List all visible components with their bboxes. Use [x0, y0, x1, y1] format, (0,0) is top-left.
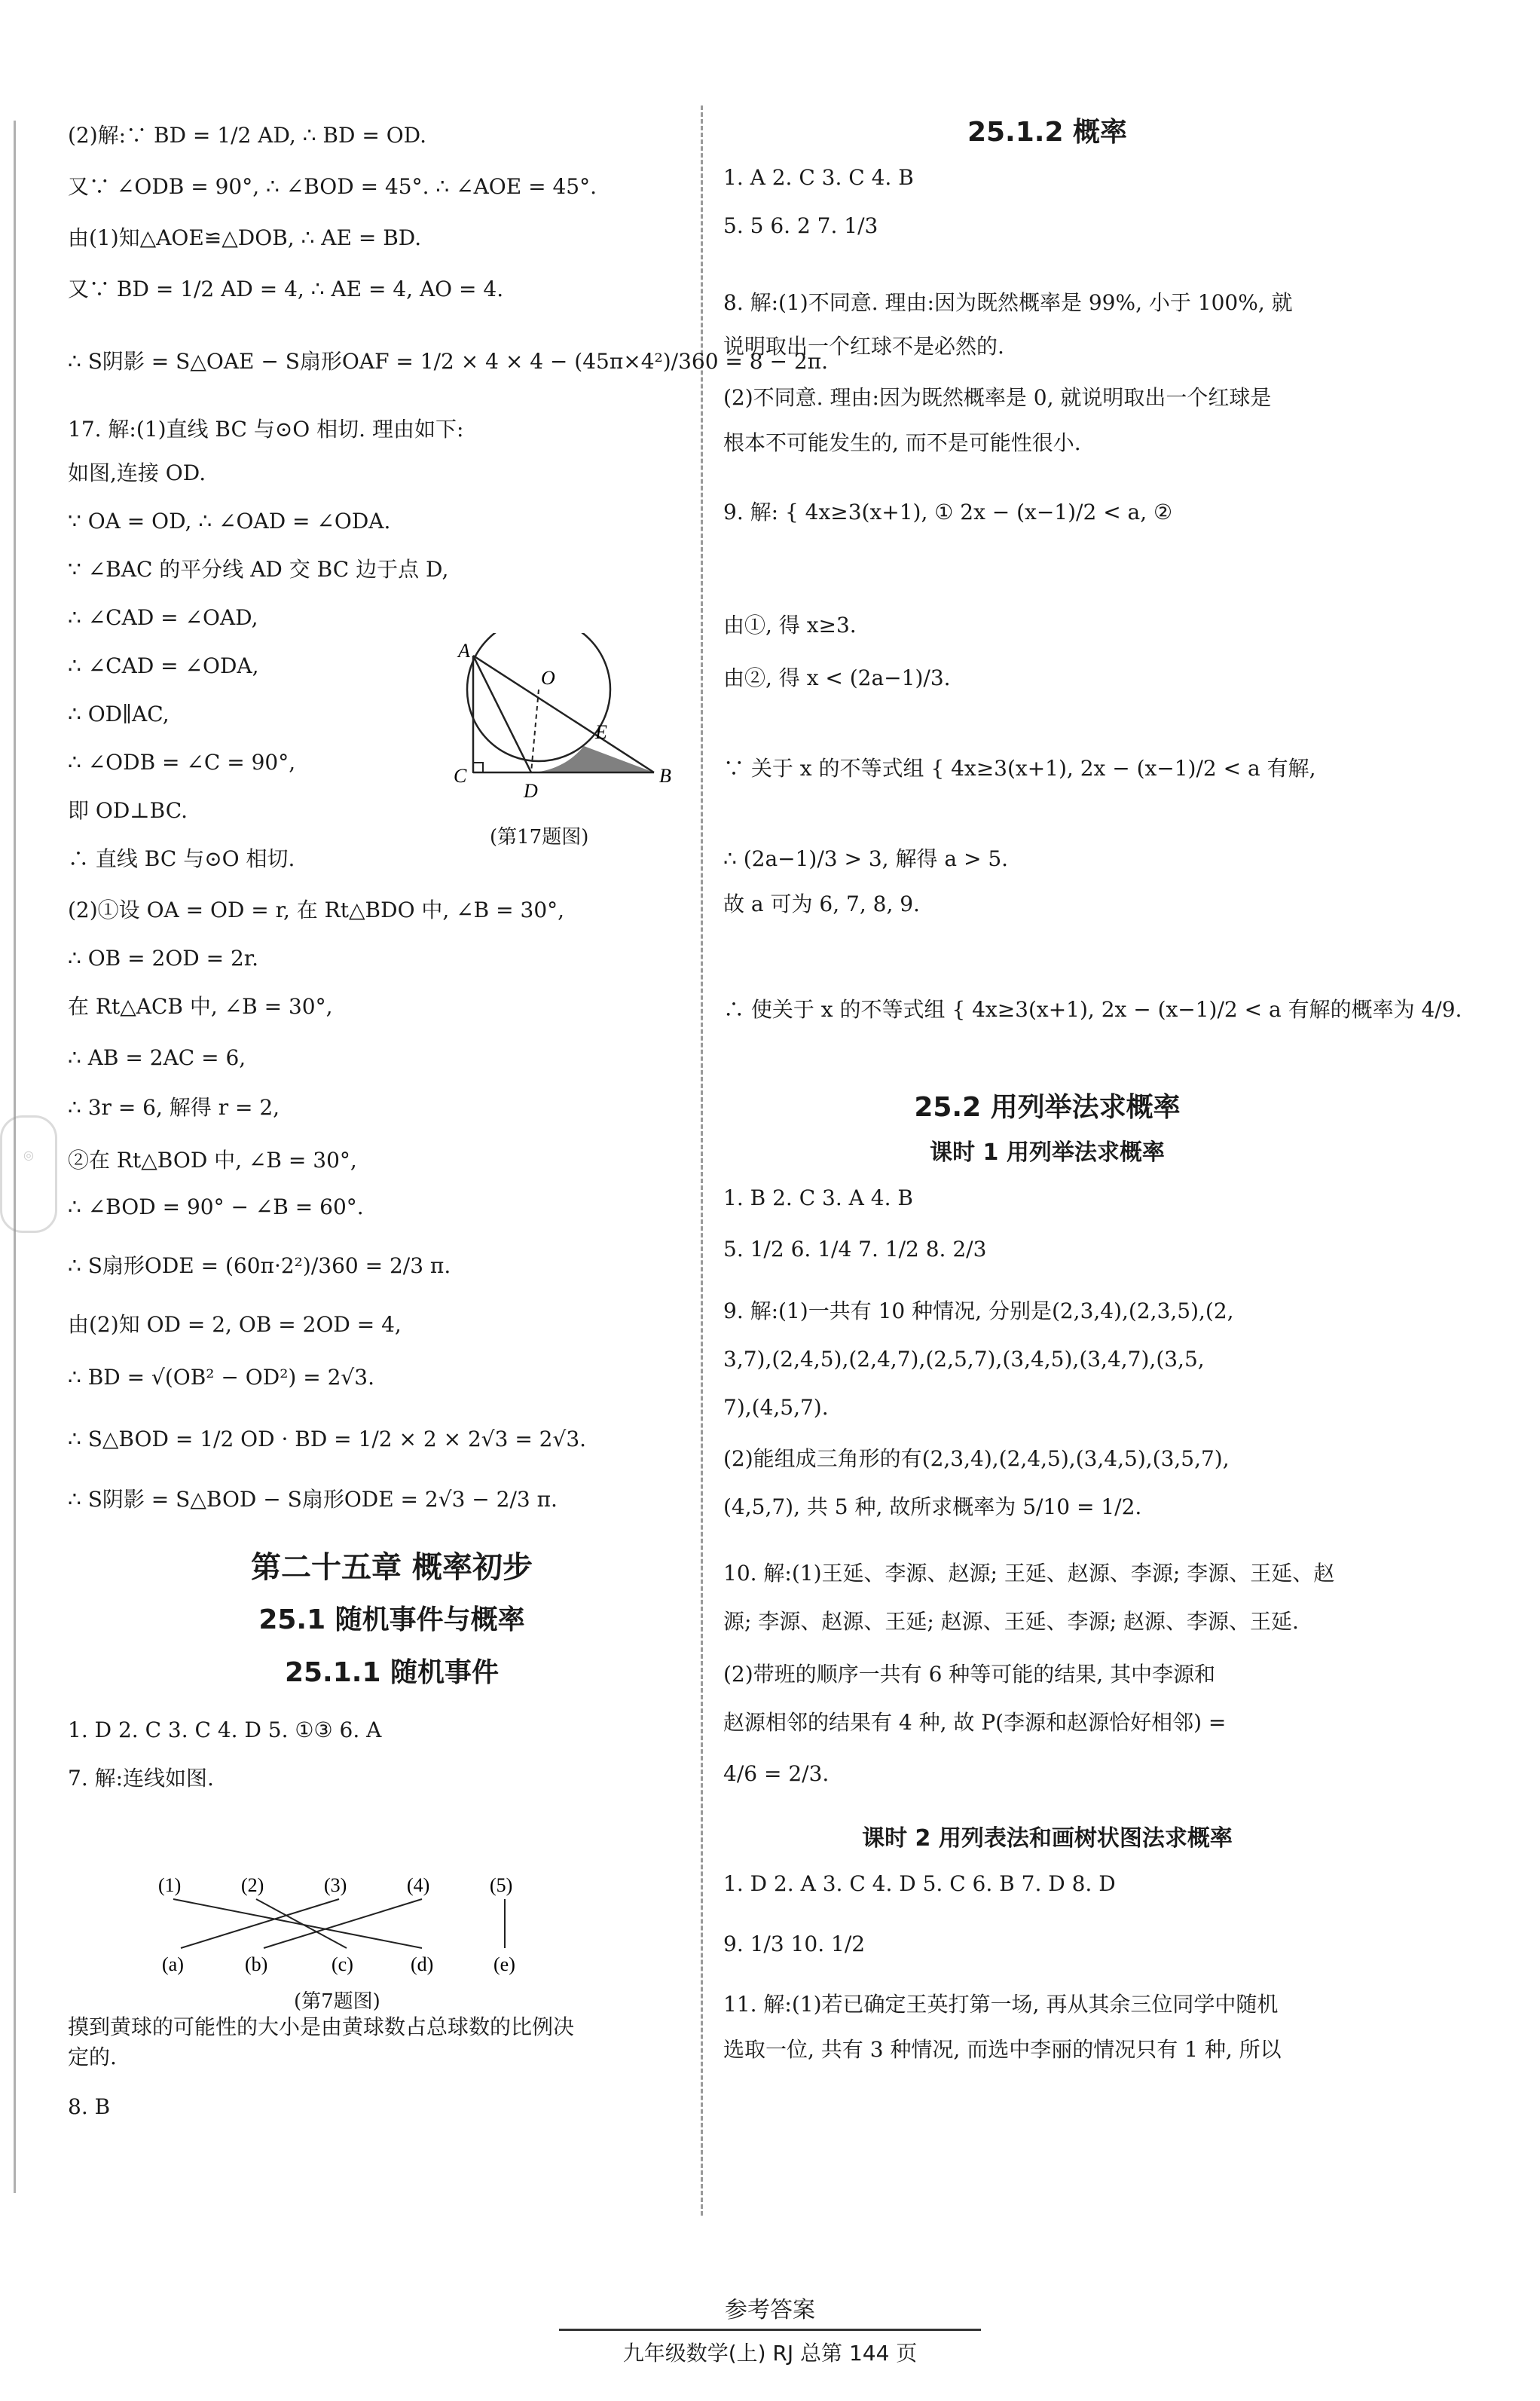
left-line-27: 第二十五章 概率初步	[251, 1550, 533, 1585]
left-line-0: (2)解:∵ BD = 1/2 AD, ∴ BD = OD.	[68, 123, 427, 148]
right-line-16: 1. B 2. C 3. A 4. B	[723, 1185, 913, 1210]
right-line-30: 9. 1/3 10. 1/2	[723, 1932, 866, 1956]
right-line-24: 源; 李源、赵源、王延; 赵源、王延、李源; 赵源、李源、王延.	[723, 1609, 1299, 1634]
left-line-11: ∴ OD∥AC,	[68, 702, 170, 726]
left-line-19: ∴ 3r = 6, 解得 r = 2,	[68, 1095, 280, 1120]
right-line-17: 5. 1/2 6. 1/4 7. 1/2 8. 2/3	[723, 1237, 987, 1262]
left-line-4: ∴ S阴影 = S△OAE − S扇形OAF = 1/2 × 4 × 4 − (45π×4²)/360 = 8 − 2π.	[68, 349, 828, 374]
label-B: B	[659, 765, 671, 787]
right-line-23: 10. 解:(1)王延、李源、赵源; 王延、赵源、李源; 李源、王延、赵	[723, 1561, 1335, 1586]
fig7-bottom-a: (a)	[162, 1953, 184, 1975]
left-line-13: 即 OD⊥BC.	[68, 798, 188, 823]
figure-7-diagram	[151, 1873, 573, 1978]
right-line-0: 25.1.2 概率	[967, 117, 1128, 148]
page-footer	[0, 2291, 1540, 2367]
right-line-18: 9. 解:(1)一共有 10 种情况, 分别是(2,3,4),(2,3,5),(2,	[723, 1298, 1234, 1323]
left-line-18: ∴ AB = 2AC = 6,	[68, 1045, 246, 1070]
watermark-stamp: ◎	[0, 1115, 57, 1233]
label-D: D	[524, 780, 538, 802]
left-line-6: 如图,连接 OD.	[68, 460, 206, 485]
left-line-22: ∴ S扇形ODE = (60π·2²)/360 = 2/3 π.	[68, 1253, 451, 1278]
right-line-11: ∴ (2a−1)/3 > 3, 解得 a > 5.	[723, 846, 1009, 871]
fig7-top-2: (2)	[241, 1874, 264, 1896]
left-line-14: ∴ 直线 BC 与⊙O 相切.	[68, 846, 295, 871]
left-line-15: (2)①设 OA = OD = r, 在 Rt△BDO 中, ∠B = 30°,	[68, 898, 565, 922]
footer-page-info: 九年级数学(上) RJ 总第 144 页	[622, 2341, 918, 2366]
right-line-12: 故 a 可为 6, 7, 8, 9.	[723, 892, 920, 916]
label-C: C	[454, 765, 467, 787]
right-line-8: 由①, 得 x≥3.	[723, 613, 857, 638]
fig7-top-4: (4)	[407, 1874, 430, 1896]
right-line-20: 7),(4,5,7).	[723, 1395, 829, 1420]
fig7-bottom-c: (c)	[332, 1953, 353, 1975]
label-A: A	[458, 640, 470, 662]
right-line-2: 5. 5 6. 2 7. 1/3	[723, 213, 878, 238]
right-line-6: 根本不可能发生的, 而不是可能性很小.	[723, 430, 1081, 455]
label-E: E	[595, 721, 607, 743]
left-line-12: ∴ ∠ODB = ∠C = 90°,	[68, 750, 296, 775]
right-line-10: ∵ 关于 x 的不等式组 { 4x≥3(x+1), 2x − (x−1)/2 < a 有解,	[723, 756, 1316, 781]
left-line-7: ∵ OA = OD, ∴ ∠OAD = ∠ODA.	[68, 509, 391, 534]
left-line-5: 17. 解:(1)直线 BC 与⊙O 相切. 理由如下:	[68, 417, 464, 442]
figure-17-caption: (第17题图)	[490, 826, 589, 849]
left-line-28: 25.1 随机事件与概率	[258, 1604, 525, 1635]
left-line-25: ∴ S△BOD = 1/2 OD · BD = 1/2 × 2 × 2√3 = 2√3.	[68, 1427, 587, 1451]
left-line-24: ∴ BD = √(OB² − OD²) = 2√3.	[68, 1365, 374, 1390]
left-line-33: 定的.	[68, 2045, 117, 2069]
fig7-top-3: (3)	[324, 1874, 347, 1896]
right-line-14: 25.2 用列举法求概率	[914, 1092, 1181, 1123]
fig7-bottom-e: (e)	[493, 1953, 515, 1975]
right-line-3: 8. 解:(1)不同意. 理由:因为既然概率是 99%, 小于 100%, 就	[723, 290, 1293, 315]
right-line-29: 1. D 2. A 3. C 4. D 5. C 6. B 7. D 8. D	[723, 1871, 1116, 1896]
right-line-5: (2)不同意. 理由:因为既然概率是 0, 就说明取出一个红球是	[723, 385, 1272, 410]
left-line-21: ∴ ∠BOD = 90° − ∠B = 60°.	[68, 1194, 364, 1219]
right-line-27: 4/6 = 2/3.	[723, 1761, 830, 1786]
footer-title: 参考答案	[725, 2297, 815, 2323]
left-line-10: ∴ ∠CAD = ∠ODA,	[68, 653, 259, 678]
right-line-21: (2)能组成三角形的有(2,3,4),(2,4,5),(3,4,5),(3,5,7),	[723, 1446, 1230, 1471]
column-divider	[701, 106, 703, 2216]
left-line-1: 又∵ ∠ODB = 90°, ∴ ∠BOD = 45°. ∴ ∠AOE = 45°.	[68, 174, 597, 199]
figure-17	[445, 633, 693, 859]
right-line-26: 赵源相邻的结果有 4 种, 故 P(李源和赵源恰好相邻) =	[723, 1710, 1227, 1735]
right-line-22: (4,5,7), 共 5 种, 故所求概率为 5/10 = 1/2.	[723, 1494, 1142, 1519]
left-line-26: ∴ S阴影 = S△BOD − S扇形ODE = 2√3 − 2/3 π.	[68, 1487, 558, 1512]
right-line-31: 11. 解:(1)若已确定王英打第一场, 再从其余三位同学中随机	[723, 1992, 1279, 2017]
left-line-20: ②在 Rt△BOD 中, ∠B = 30°,	[68, 1148, 357, 1173]
left-line-32: 摸到黄球的可能性的大小是由黄球数占总球数的比例决	[68, 2014, 575, 2039]
left-line-31: 7. 解:连线如图.	[68, 1766, 214, 1791]
figure-17-diagram	[445, 633, 693, 814]
right-line-25: (2)带班的顺序一共有 6 种等可能的结果, 其中李源和	[723, 1662, 1216, 1687]
footer-rule	[559, 2329, 981, 2331]
figure-7-caption: (第7题图)	[294, 1990, 380, 2013]
fig7-bottom-b: (b)	[245, 1953, 268, 1975]
right-line-7: 9. 解: { 4x≥3(x+1), ① 2x − (x−1)/2 < a, ②	[723, 500, 1173, 525]
left-line-30: 1. D 2. C 3. C 4. D 5. ①③ 6. A	[68, 1717, 382, 1742]
left-line-23: 由(2)知 OD = 2, OB = 2OD = 4,	[68, 1312, 402, 1337]
right-line-15: 课时 1 用列举法求概率	[930, 1139, 1165, 1166]
fig7-top-1: (1)	[158, 1874, 182, 1896]
left-line-16: ∴ OB = 2OD = 2r.	[68, 946, 259, 971]
left-line-3: 又∵ BD = 1/2 AD = 4, ∴ AE = 4, AO = 4.	[68, 277, 504, 301]
right-line-4: 说明取出一个红球不是必然的.	[723, 334, 1004, 359]
right-line-19: 3,7),(2,4,5),(2,4,7),(2,5,7),(3,4,5),(3,4,7),(3,5,	[723, 1347, 1205, 1372]
right-line-28: 课时 2 用列表法和画树状图法求概率	[862, 1825, 1233, 1852]
left-line-29: 25.1.1 随机事件	[284, 1657, 500, 1688]
right-line-1: 1. A 2. C 3. C 4. B	[723, 165, 914, 190]
figure-7	[151, 1873, 573, 2016]
left-line-9: ∴ ∠CAD = ∠OAD,	[68, 605, 258, 630]
right-line-32: 选取一位, 共有 3 种情况, 而选中李丽的情况只有 1 种, 所以	[723, 2037, 1282, 2062]
left-line-8: ∵ ∠BAC 的平分线 AD 交 BC 边于点 D,	[68, 557, 449, 582]
label-O: O	[541, 667, 555, 689]
right-line-9: 由②, 得 x < (2a−1)/3.	[723, 665, 951, 690]
left-line-17: 在 Rt△ACB 中, ∠B = 30°,	[68, 994, 333, 1019]
left-line-2: 由(1)知△AOE≌△DOB, ∴ AE = BD.	[68, 225, 422, 250]
right-line-13: ∴ 使关于 x 的不等式组 { 4x≥3(x+1), 2x − (x−1)/2 < a 有解的概率为 4/9.	[723, 997, 1462, 1022]
fig7-bottom-d: (d)	[411, 1953, 434, 1975]
left-line-34: 8. B	[68, 2094, 111, 2119]
fig7-top-5: (5)	[490, 1874, 513, 1896]
